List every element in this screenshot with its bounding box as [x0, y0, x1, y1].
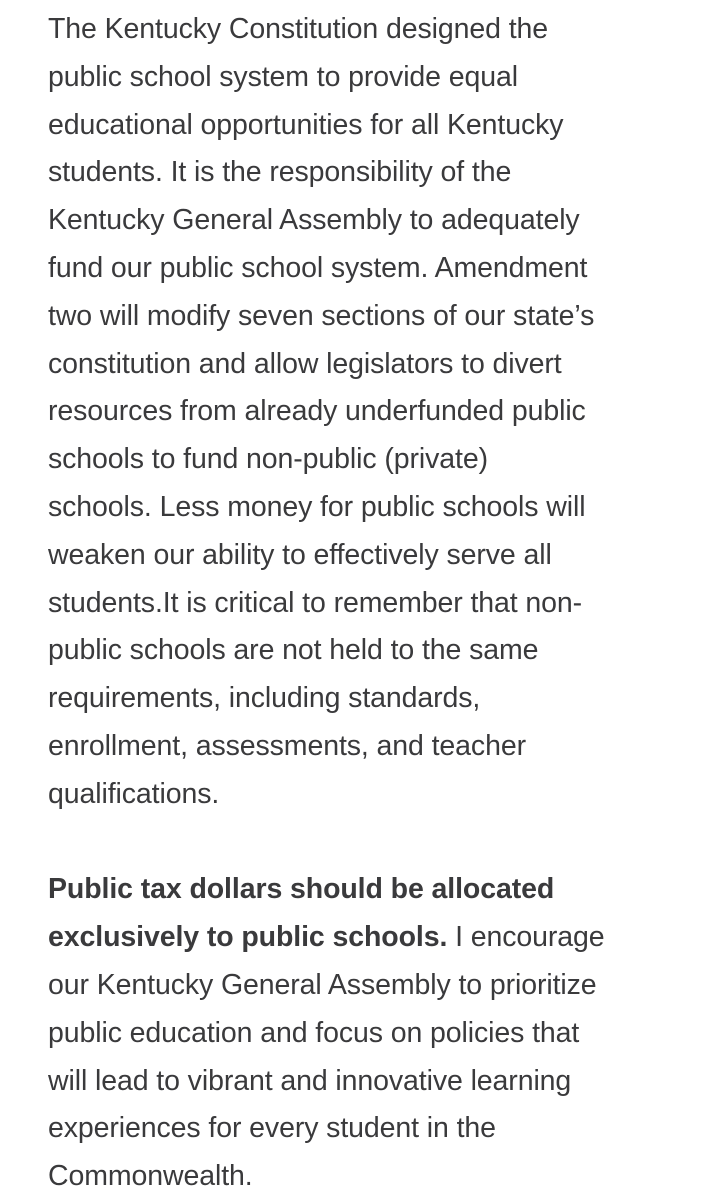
- text-fragment: I encourage: [447, 921, 605, 954]
- bold-statement-line: Public tax dollars should be allocated: [48, 873, 555, 906]
- text-line: experiences for every student in the: [48, 1112, 496, 1145]
- text-line: students.It is critical to remember that non-: [48, 586, 583, 619]
- text-line: two will modify seven sections of our state’s: [48, 299, 595, 332]
- paragraph-constitution: [48, 6, 688, 819]
- text-line: enrollment, assessments, and teacher: [48, 729, 526, 762]
- text-line: will lead to vibrant and innovative learning: [48, 1064, 572, 1097]
- text-line: [48, 914, 688, 962]
- text-line: requirements, including standards,: [48, 682, 481, 715]
- text-line: public schools are not held to the same: [48, 634, 539, 667]
- text-line: educational opportunities for all Kentucky: [48, 108, 564, 141]
- text-line: public school system to provide equal: [48, 60, 518, 93]
- text-line: schools to fund non-public (private): [48, 443, 488, 476]
- text-line: weaken our ability to effectively serve all: [48, 538, 552, 571]
- text-line: constitution and allow legislators to divert: [48, 347, 562, 380]
- text-line: our Kentucky General Assembly to prioritize: [48, 968, 597, 1001]
- text-line: resources from already underfunded public: [48, 395, 586, 428]
- bold-statement-line: exclusively to public schools.: [48, 921, 448, 954]
- text-line: Commonwealth.: [48, 1160, 253, 1193]
- text-line: Kentucky General Assembly to adequately: [48, 204, 580, 237]
- text-line: fund our public school system. Amendment: [48, 251, 588, 284]
- text-line: schools. Less money for public schools will: [48, 490, 586, 523]
- text-line: The Kentucky Constitution designed the: [48, 13, 549, 45]
- paragraph-tax-dollars: [48, 866, 688, 1201]
- text-line: qualifications.: [48, 777, 220, 810]
- paragraph-spacer: [48, 819, 688, 867]
- text-line: public education and focus on policies that: [48, 1016, 580, 1049]
- text-line: students. It is the responsibility of the: [48, 156, 512, 189]
- document-body: [48, 6, 688, 1201]
